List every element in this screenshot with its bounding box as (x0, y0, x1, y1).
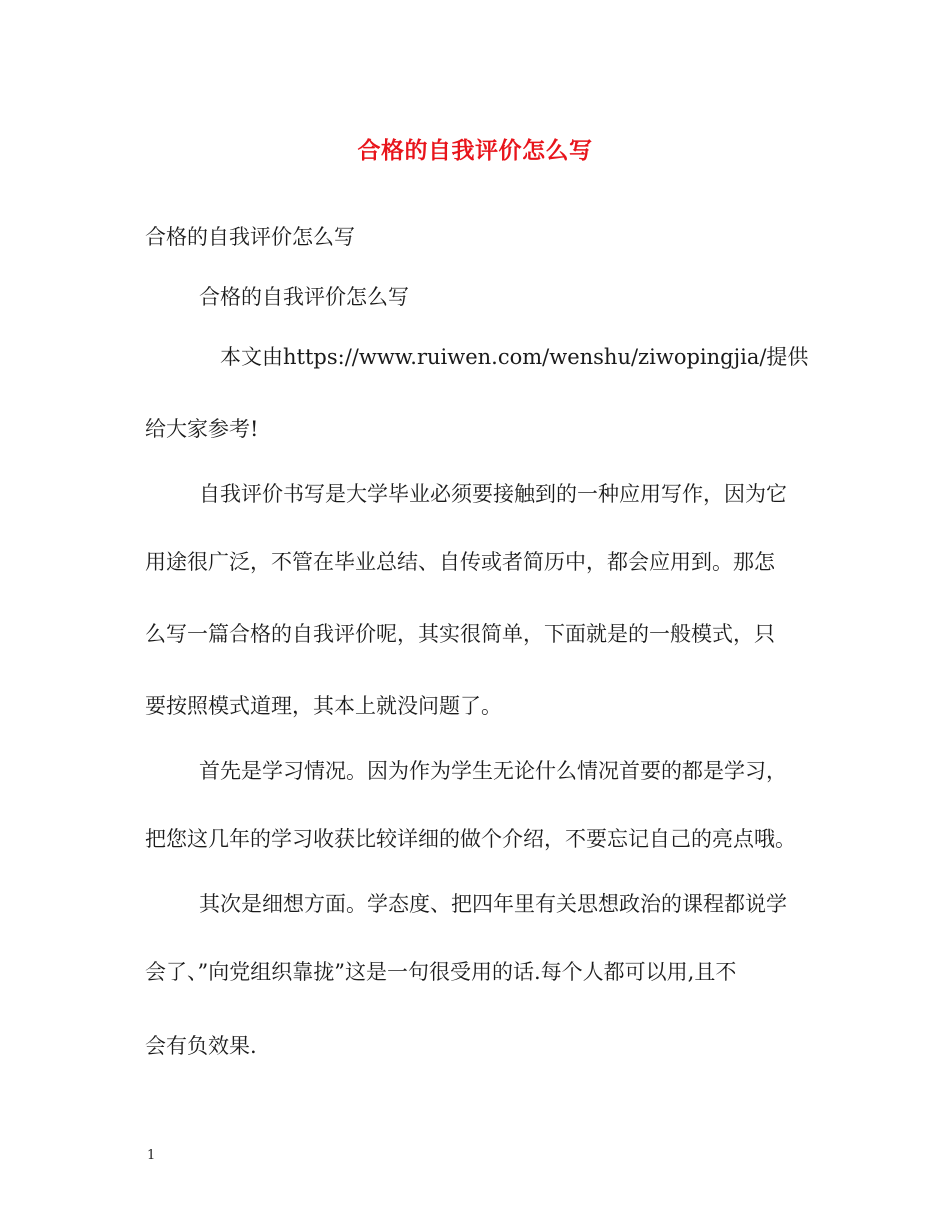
body-line: 会了、”向党组织靠拢”这是一句很受用的话.每个人都可以用,且不 (145, 960, 737, 984)
body-line: 用途很广泛，不管在毕业总结、自传或者简历中，都会应用到。那怎 (145, 550, 775, 574)
paragraph-subheading: 合格的自我评价怎么写 (199, 285, 409, 309)
body-line: 要按照模式道理，其本上就没问题了。 (145, 694, 502, 718)
document-title: 合格的自我评价怎么写 (357, 137, 593, 164)
source-line-continued: 给大家参考! (145, 417, 259, 441)
body-line: 自我评价书写是大学毕业必须要接触到的一种应用写作，因为它 (199, 482, 787, 506)
paragraph-heading: 合格的自我评价怎么写 (145, 225, 355, 249)
page-number: 1 (147, 1148, 156, 1163)
body-line: 其次是细想方面。学态度、把四年里有关思想政治的课程都说学 (199, 892, 787, 916)
body-line: 么写一篇合格的自我评价呢，其实很简单，下面就是的一般模式，只 (145, 622, 775, 646)
body-line: 会有负效果. (145, 1034, 257, 1058)
body-line: 把您这几年的学习收获比较详细的做个介绍，不要忘记自己的亮点哦。 (145, 827, 796, 851)
source-line: 本文由https://www.ruiwen.com/wenshu/ziwopingjia/提供 (220, 345, 809, 369)
body-line: 首先是学习情况。因为作为学生无论什么情况首要的都是学习， (199, 759, 787, 783)
